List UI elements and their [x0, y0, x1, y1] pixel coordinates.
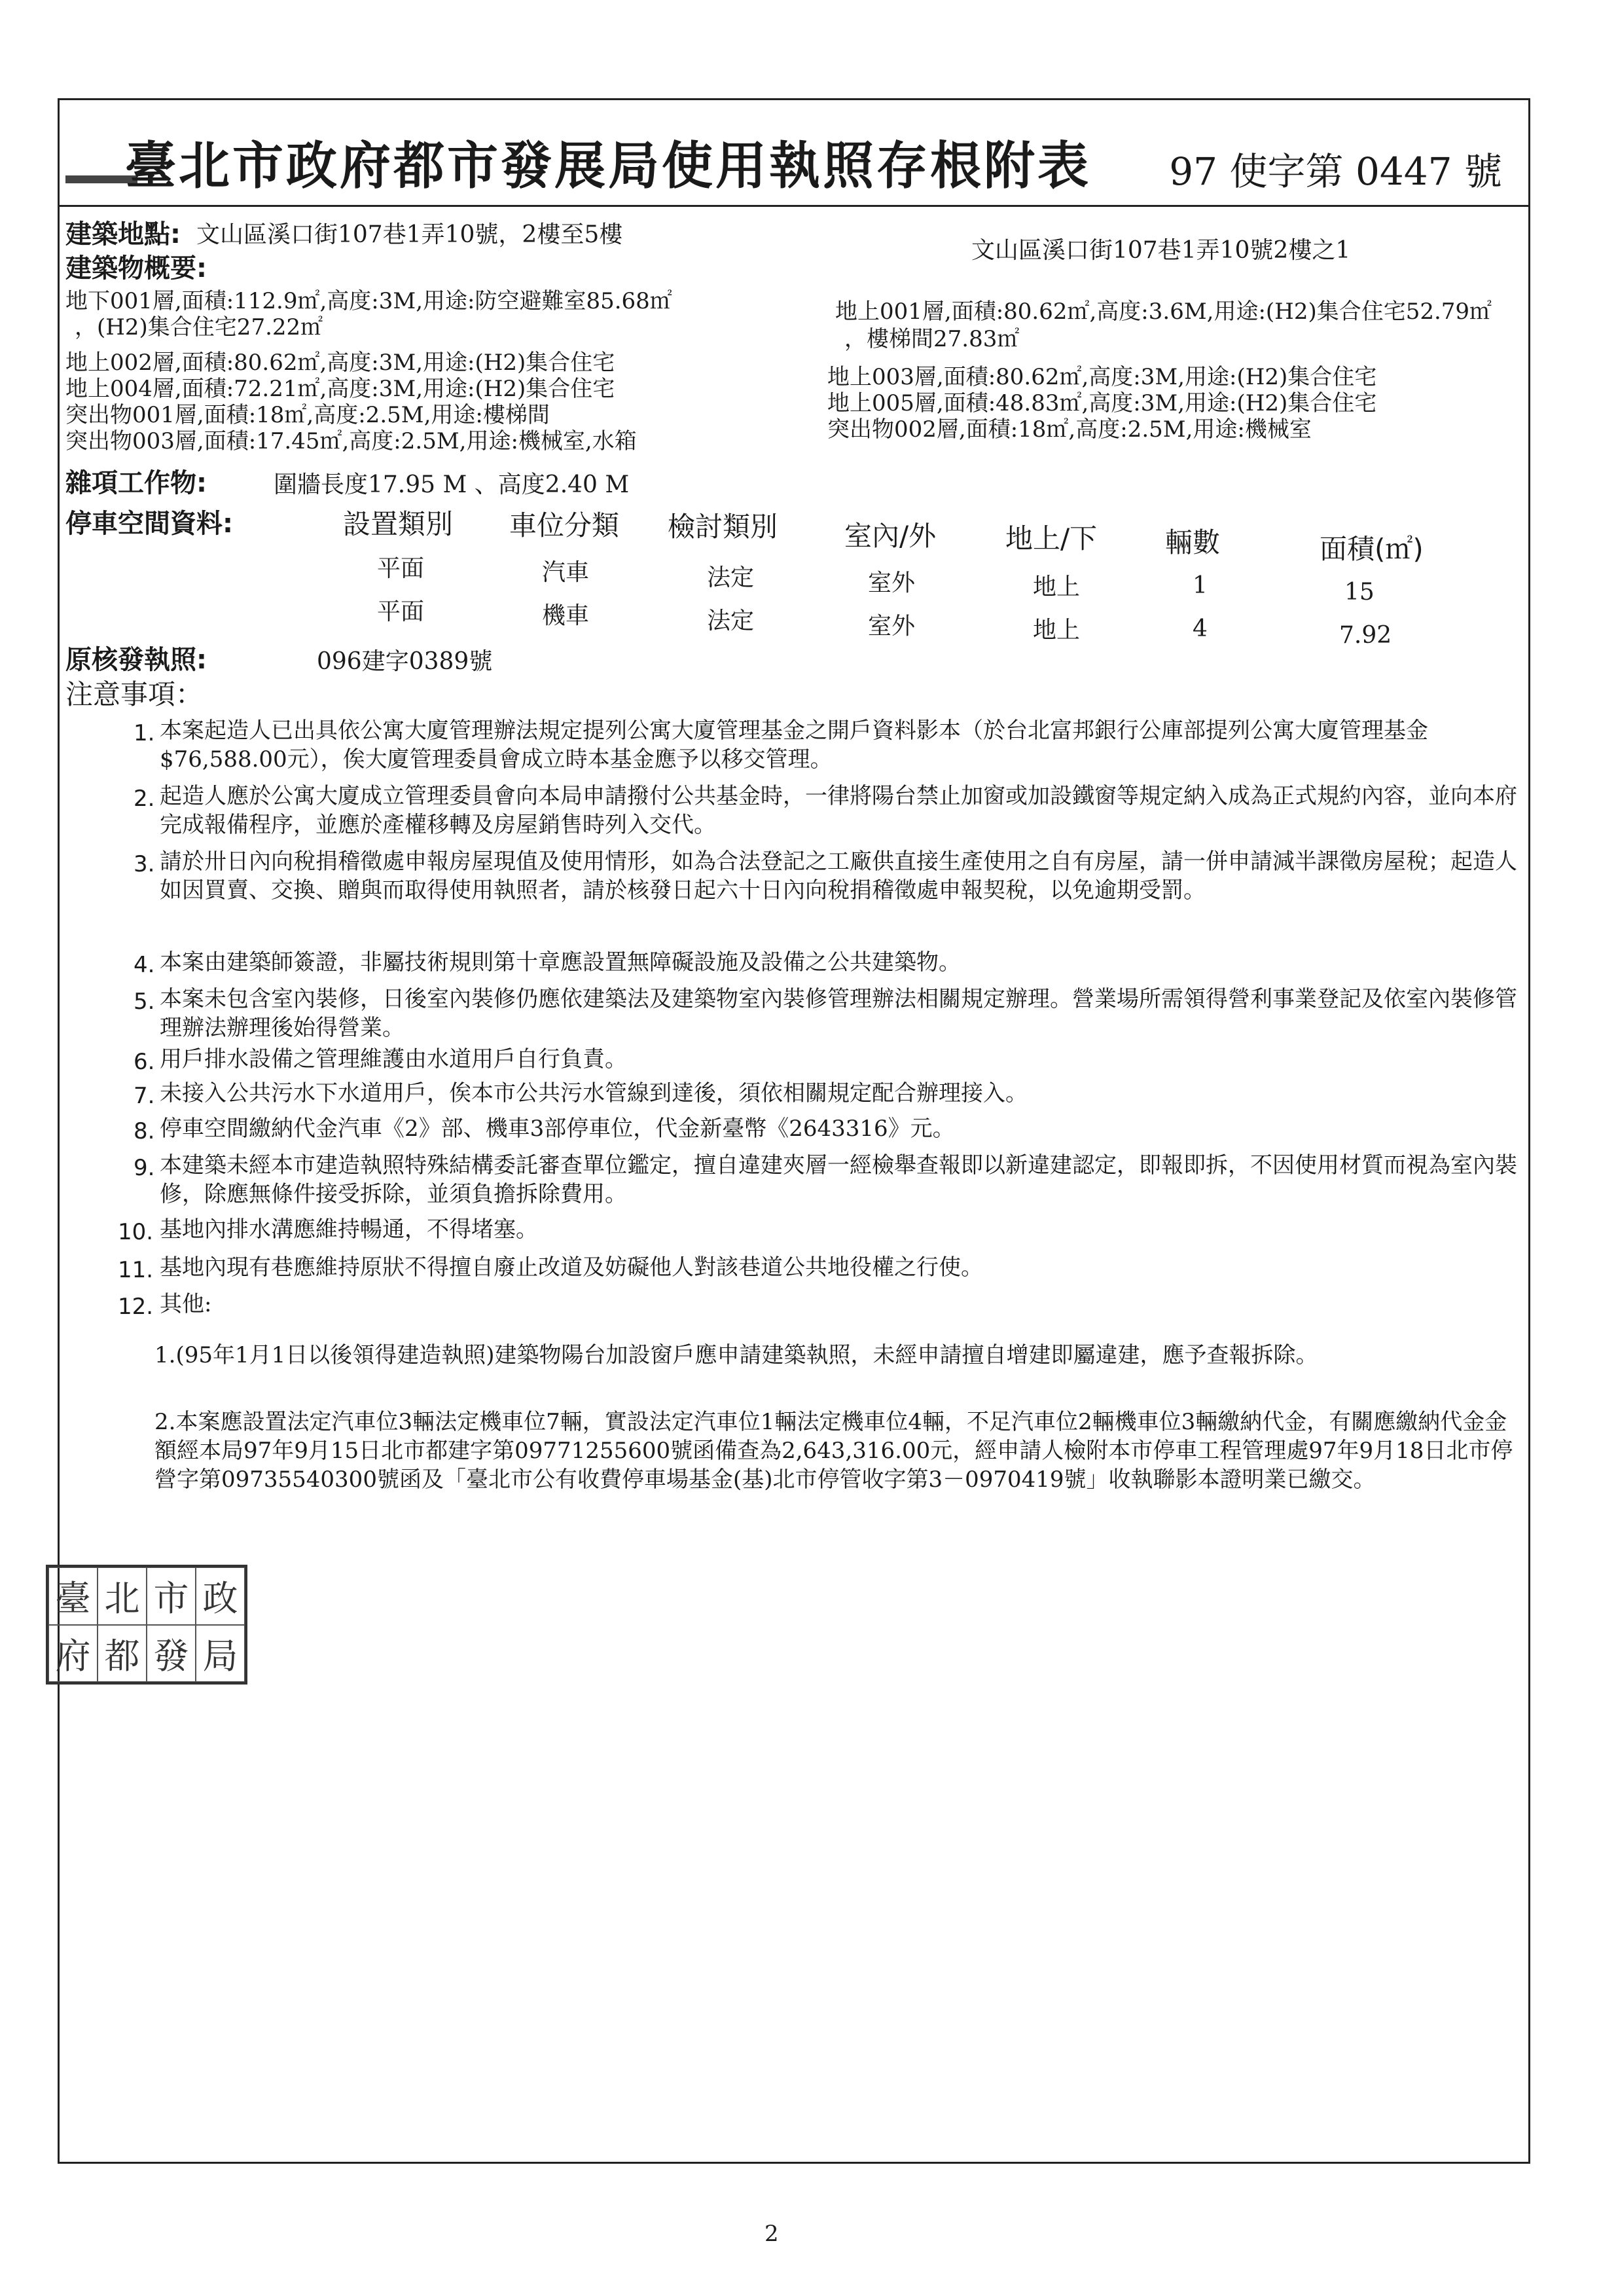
parking-cell: 15: [1344, 579, 1375, 606]
parking-cell: 汽車: [542, 559, 590, 586]
note-number: 11.: [118, 1257, 154, 1283]
seal-character: 局: [196, 1625, 245, 1683]
site-label: 建築地點:: [65, 219, 181, 249]
parking-label: 停車空間資料:: [65, 509, 233, 539]
overview-right-line: 突出物002層,面積:18㎡,高度:2.5M,用途:機械室: [827, 416, 1312, 443]
parking-cell: 4: [1193, 615, 1208, 642]
page-number: 2: [764, 2221, 779, 2247]
note-number: 8.: [134, 1118, 155, 1144]
note-number: 2.: [134, 786, 155, 812]
note-number: 6.: [134, 1049, 155, 1075]
note-number: 3.: [134, 851, 155, 877]
seal-character: 都: [98, 1625, 147, 1683]
parking-cell: 1: [1193, 572, 1208, 599]
overview-left-line: 地上002層,面積:80.62㎡,高度:3M,用途:(H2)集合住宅: [65, 350, 615, 376]
official-seal-stamp: [46, 1565, 247, 1685]
note-number: 10.: [118, 1219, 154, 1245]
seal-character: 政: [196, 1567, 245, 1625]
note-sub-item: 1.(95年1月1日以後領得建造執照)建築物陽台加設窗戶應申請建築執照，未經申請擅自增建即屬違建，應予查報拆除。: [154, 1342, 1318, 1368]
note-text: 基地內現有巷應維持原狀不得擅自廢止改道及妨礙他人對該巷道公共地役權之行使。: [160, 1254, 983, 1281]
notes-label: 注意事項：: [65, 678, 204, 710]
overview-right-line: 地上003層,面積:80.62㎡,高度:3M,用途:(H2)集合住宅: [827, 364, 1377, 390]
overview-left-line: 地上004層,面積:72.21㎡,高度:3M,用途:(H2)集合住宅: [65, 376, 615, 402]
title-row: [60, 100, 1528, 207]
note-number: 9.: [134, 1155, 155, 1181]
parking-header: 室內/外: [844, 520, 937, 552]
seal-character: 臺: [48, 1567, 98, 1625]
parking-header: 地上/下: [1005, 522, 1098, 555]
note-number: 5.: [134, 989, 155, 1015]
parking-cell: 室外: [868, 570, 916, 596]
overview-right-line: 地上001層,面積:80.62㎡,高度:3.6M,用途:(H2)集合住宅52.79㎡: [835, 299, 1492, 325]
note-text: 起造人應於公寓大廈成立管理委員會向本局申請撥付公共基金時，一律將陽台禁止加窗或加設鐵窗等規定納入成為正式規約內容，並向本府完成報備程序，並應於產權移轉及房屋銷售時列入交代。: [160, 783, 1517, 838]
overview-left-line: ，(H2)集合住宅27.22㎡: [75, 314, 323, 340]
seal-character: 市: [147, 1567, 196, 1625]
parking-cell: 法定: [707, 608, 755, 634]
note-text: 本案起造人已出具依公寓大廈管理辦法規定提列公寓大廈管理基金之開戶資料影本（於台北富邦銀行公庫部提列公寓大廈管理基金$76,588.00元），俟大廈管理委員會成立時本基金應予以移交管理。: [160, 718, 1428, 773]
seal-character: 發: [147, 1625, 196, 1683]
note-number: 7.: [134, 1083, 155, 1109]
document-number: 97 使字第 0447 號: [1169, 149, 1502, 194]
note-text: 本案未包含室內裝修，日後室內裝修仍應依建築法及建築物室內裝修管理辦法相關規定辦理。營業場所需領得營利事業登記及依室內裝修管理辦法辦理後始得營業。: [160, 986, 1517, 1041]
seal-character: 府: [48, 1625, 98, 1683]
seal-character: 北: [98, 1567, 147, 1625]
original-label: 原核發執照:: [65, 645, 207, 675]
parking-cell: 法定: [707, 564, 755, 591]
parking-cell: 平面: [377, 598, 425, 625]
parking-cell: 室外: [868, 613, 916, 640]
parking-cell: 7.92: [1339, 622, 1392, 649]
note-number: 4.: [134, 952, 155, 978]
misc-label: 雜項工作物:: [65, 468, 207, 498]
parking-cell: 地上: [1033, 617, 1081, 644]
overview-label: 建築物概要:: [65, 253, 207, 283]
note-text: 未接入公共污水下水道用戶，俟本市公共污水管線到達後，須依相關規定配合辦理接入。: [160, 1080, 1028, 1106]
page-title: 臺北市政府都市發展局使用執照存根附表: [125, 136, 1092, 196]
misc-value: 圍牆長度17.95 M 、高度2.40 M: [274, 471, 630, 498]
overview-left-line: 地下001層,面積:112.9㎡,高度:3M,用途:防空避難室85.68㎡: [65, 288, 672, 314]
parking-header: 車位分類: [509, 509, 620, 541]
note-text: 本建築未經本市建造執照特殊結構委託審查單位鑑定，擅自違建夾層一經檢舉查報即以新違建認定，即報即拆，不因使用材質而視為室內裝修，除應無條件接受拆除，並須負擔拆除費用。: [160, 1152, 1517, 1207]
original-value: 096建字0389號: [317, 648, 493, 675]
overview-right-line: ，樓梯間27.83㎡: [844, 326, 1020, 352]
note-text: 本案由建築師簽證，非屬技術規則第十章應設置無障礙設施及設備之公共建築物。: [160, 949, 961, 975]
parking-header: 檢討類別: [668, 511, 778, 543]
note-number: 1.: [134, 720, 155, 746]
parking-header: 設置類別: [343, 508, 454, 540]
note-text: 請於卅日內向稅捐稽徵處申報房屋現值及使用情形，如為合法登記之工廠供直接生產使用之自有房屋，請一併申請減半課徵房屋稅；起造人如因買賣、交換、贈與而取得使用執照者，請於核發日起六十日內向稅捐稽徵處申報契稅，以免逾期受罰。: [160, 848, 1517, 903]
parking-cell: 機車: [542, 602, 590, 629]
parking-cell: 地上: [1033, 574, 1081, 600]
note-text: 用戶排水設備之管理維護由水道用戶自行負責。: [160, 1046, 627, 1072]
note-text: 其他:: [160, 1291, 212, 1317]
site-address-unit: 文山區溪口街107巷1弄10號2樓之1: [971, 237, 1351, 264]
overview-left-line: 突出物003層,面積:17.45㎡,高度:2.5M,用途:機械室,水箱: [65, 428, 637, 454]
parking-header: 輛數: [1165, 526, 1221, 558]
overview-right-line: 地上005層,面積:48.83㎡,高度:3M,用途:(H2)集合住宅: [827, 390, 1377, 416]
note-text: 基地內排水溝應維持暢通，不得堵塞。: [160, 1216, 538, 1243]
parking-header: 面積(㎡): [1320, 533, 1424, 565]
note-number: 12.: [118, 1294, 154, 1320]
parking-cell: 平面: [377, 555, 425, 582]
note-text: 停車空間繳納代金汽車《2》部、機車3部停車位，代金新臺幣《2643316》元。: [160, 1116, 955, 1142]
site-address: 文山區溪口街107巷1弄10號，2樓至5樓: [196, 221, 623, 248]
note-sub-item: 2.本案應設置法定汽車位3輛法定機車位7輛，實設法定汽車位1輛法定機車位4輛，不足汽車位2輛機車位3輛繳納代金，有關應繳納代金金額經本局97年9月15日北市都建字第09771255600號函備查為2,643,316.00元，經申請人檢附本市停車工程管理處97年9月18日北市停營字第09735540300號函及「臺北市公有收費停車場基金(基)北市停管收字第3－0970419號」收執聯影本證明業已繳交。: [154, 1409, 1513, 1493]
overview-left-line: 突出物001層,面積:18㎡,高度:2.5M,用途:樓梯間: [65, 402, 550, 428]
